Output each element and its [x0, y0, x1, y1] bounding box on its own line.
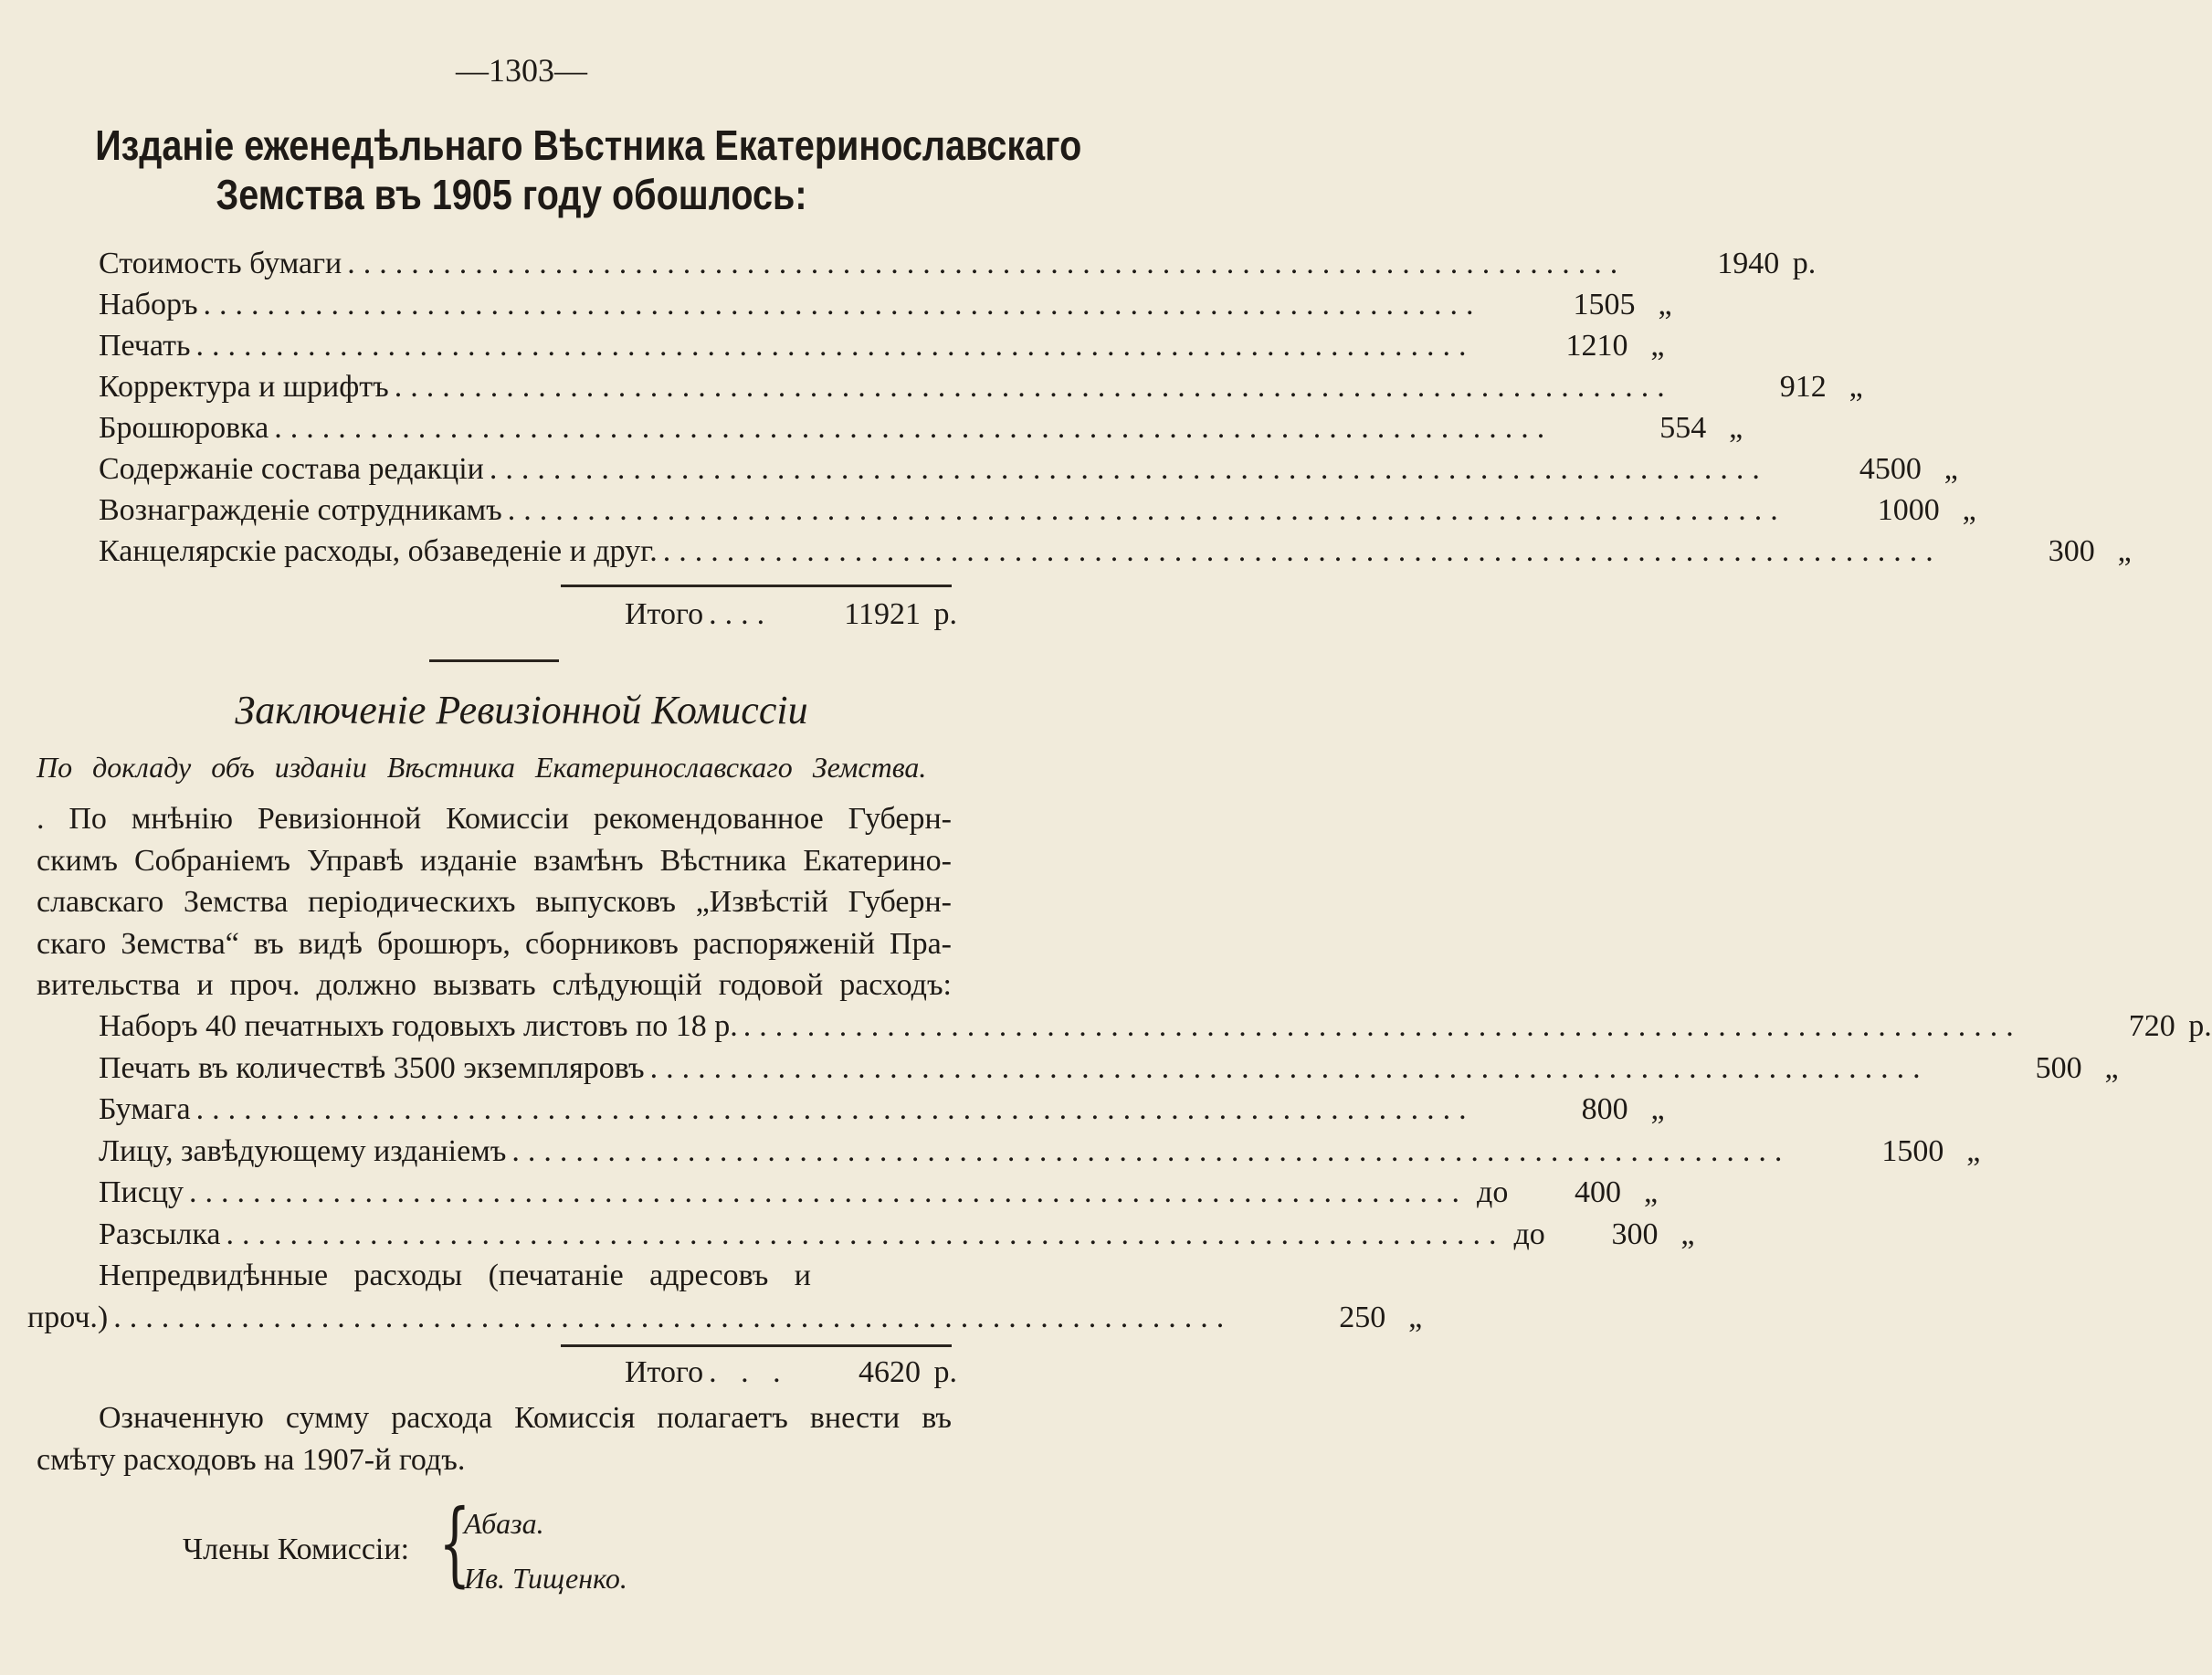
title-line-1: Изданіе еженедѣльнаго Вѣстника Екатеринославскаго: [95, 121, 1082, 169]
conclusion-paragraph: [37, 798, 952, 1006]
closing-line: Означенную сумму расхода Комиссія полагаетъ внести въ: [99, 1401, 952, 1435]
cost-row: Наборъ 40 печатныхъ годовыхъ листовъ по 18 р. ................................................................................ 720 р.: [99, 1009, 2212, 1043]
cost-amount: 300: [1611, 1217, 1659, 1251]
unforeseen-line-2: проч.) ...................................................................... 250 „: [27, 1301, 1423, 1334]
cost-prefix: до: [1513, 1217, 1545, 1251]
cost-unit: „: [2104, 1050, 2119, 1085]
paragraph-line: вительства и проч. должно вызвать слѣдующій годовой расходъ:: [37, 968, 952, 1002]
cost-prefix: до: [1477, 1175, 1509, 1209]
cost-unit: „: [2117, 534, 2132, 568]
cost-row: Бумага ................................................................................ 800 „: [99, 1092, 1665, 1126]
paragraph-line: . По мнѣнію Ревизіонной Комиссіи рекомендованное Губерн-: [37, 802, 952, 836]
closing-paragraph-end: [37, 1439, 952, 1481]
cost-label: Лицу, завѣдующему изданіемъ: [99, 1133, 507, 1168]
cost-unit: „: [1650, 1092, 1665, 1126]
paragraph-line: скаго Земства“ въ видѣ брошюръ, сборниковъ распоряженій Пра-: [37, 926, 952, 961]
closing-paragraph: [99, 1397, 952, 1439]
cost-row: Разсылка ................................................................................ до 300 „: [99, 1217, 1695, 1251]
cost-amount: 1500: [1881, 1133, 1944, 1168]
cost-amount: 800: [1581, 1092, 1628, 1126]
costs-total-row: Итого .... 11921 р.: [625, 597, 957, 631]
cost-amount: 720: [2128, 1009, 2175, 1043]
cost-unit: „: [1962, 493, 1976, 527]
title-line-2: Земства въ 1905 году обошлось:: [216, 171, 807, 218]
cost-row: Печать въ количествѣ 3500 экземпляровъ ................................................................................ 500 „: [99, 1050, 2119, 1085]
cost-amount: 554: [1659, 411, 1707, 445]
cost-label: Разсылка: [99, 1217, 221, 1251]
cost-label: Печать въ количествѣ 3500 экземпляровъ: [99, 1050, 645, 1085]
cost-unit: „: [1729, 411, 1743, 445]
cost-unit: „: [1650, 329, 1665, 363]
cost-unit: р.: [1792, 247, 1817, 280]
unforeseen-unit: „: [1408, 1301, 1423, 1334]
brace-icon: {: [438, 1490, 471, 1596]
cost-row: Печать ................................................................................ 1210 „: [99, 329, 1665, 363]
cost-unit: „: [1943, 452, 1958, 486]
cost-amount: 1940: [1717, 247, 1780, 280]
cost-label: Печать: [99, 329, 191, 363]
cost-amount: 400: [1575, 1175, 1622, 1209]
total-unit: р.: [933, 597, 957, 631]
proposed-total-amount: 4620: [858, 1355, 921, 1389]
cost-amount: 1505: [1573, 288, 1636, 321]
cost-amount: 300: [2048, 534, 2095, 568]
cost-row: Вознагражденіе сотрудникамъ ................................................................................ 1000 „: [99, 493, 1976, 527]
cost-unit: „: [1966, 1133, 1981, 1168]
cost-row: Корректура и шрифтъ ................................................................................ 912 „: [99, 370, 1863, 404]
closing-line: смѣту расходовъ на 1907-й годъ.: [37, 1443, 466, 1477]
cost-label: Стоимость бумаги: [99, 247, 342, 280]
cost-label: Брошюровка: [99, 411, 269, 445]
cost-unit: „: [1658, 288, 1672, 321]
proposed-total-row: Итого . . . 4620 р.: [625, 1355, 957, 1389]
unforeseen-line-1: Непредвидѣнные расходы (печатаніе адресовъ и: [99, 1259, 811, 1292]
cost-amount: 1210: [1565, 329, 1628, 363]
cost-label: Канцелярскіе расходы, обзаведеніе и друг.: [99, 534, 658, 568]
cost-amount: 4500: [1859, 452, 1922, 486]
cost-row: Канцелярскіе расходы, обзаведеніе и друг. ................................................................................ 300 „: [99, 534, 2132, 568]
cost-row: Стоимость бумаги ................................................................................ 1940 р.: [99, 247, 1817, 280]
cost-unit: р.: [2188, 1009, 2212, 1043]
proposed-total-label: Итого: [625, 1355, 704, 1389]
cost-label: Наборъ: [99, 288, 198, 321]
cost-label: Вознагражденіе сотрудникамъ: [99, 493, 502, 527]
paragraph-line: скимъ Собраніемъ Управѣ изданіе взамѣнъ Вѣстника Екатерино-: [37, 843, 952, 878]
cost-amount: 1000: [1877, 493, 1940, 527]
section-title: Заключеніе Ревизіонной Комиссіи: [235, 688, 808, 732]
cost-unit: „: [1680, 1217, 1695, 1251]
proposed-total-unit: р.: [933, 1355, 957, 1389]
cost-row: Лицу, завѣдующему изданіемъ ................................................................................ 1500 „: [99, 1133, 1981, 1168]
section-subtitle: По докладу объ изданіи Вѣстника Екатеринославскаго Земства.: [37, 751, 927, 784]
cost-amount: 912: [1779, 370, 1827, 404]
cost-label: Содержаніе состава редакціи: [99, 452, 484, 486]
cost-row: Брошюровка ................................................................................ 554 „: [99, 411, 1743, 445]
paragraph-line: славскаго Земства періодическихъ выпусковъ „Извѣстій Губерн-: [37, 885, 952, 919]
sum-rule-2: [561, 1344, 952, 1347]
total-label: Итого: [625, 597, 704, 631]
cost-label: Писцу: [99, 1175, 184, 1209]
sum-rule: [561, 585, 952, 587]
cost-row: Писцу ................................................................................ до 400 „: [99, 1175, 1659, 1209]
cost-label: Бумага: [99, 1092, 191, 1126]
members-label: Члены Комиссіи:: [183, 1533, 410, 1566]
cost-row: Содержаніе состава редакціи ................................................................................ 4500 „: [99, 452, 1958, 486]
cost-unit: „: [1849, 370, 1863, 404]
cost-unit: „: [1643, 1175, 1659, 1209]
cost-label: Корректура и шрифтъ: [99, 370, 389, 404]
member-signature: Ив. Тищенко.: [464, 1562, 627, 1595]
cost-row: Наборъ ................................................................................ 1505 „: [99, 288, 1672, 321]
cost-amount: 500: [2035, 1050, 2082, 1085]
unforeseen-amount: 250: [1339, 1301, 1386, 1334]
total-amount: 11921: [844, 597, 921, 631]
member-signature: Абаза.: [464, 1507, 544, 1540]
section-divider: [429, 659, 559, 662]
cost-label: Наборъ 40 печатныхъ годовыхъ листовъ по 18 р.: [99, 1009, 738, 1043]
page-number: —1303—: [456, 52, 587, 89]
